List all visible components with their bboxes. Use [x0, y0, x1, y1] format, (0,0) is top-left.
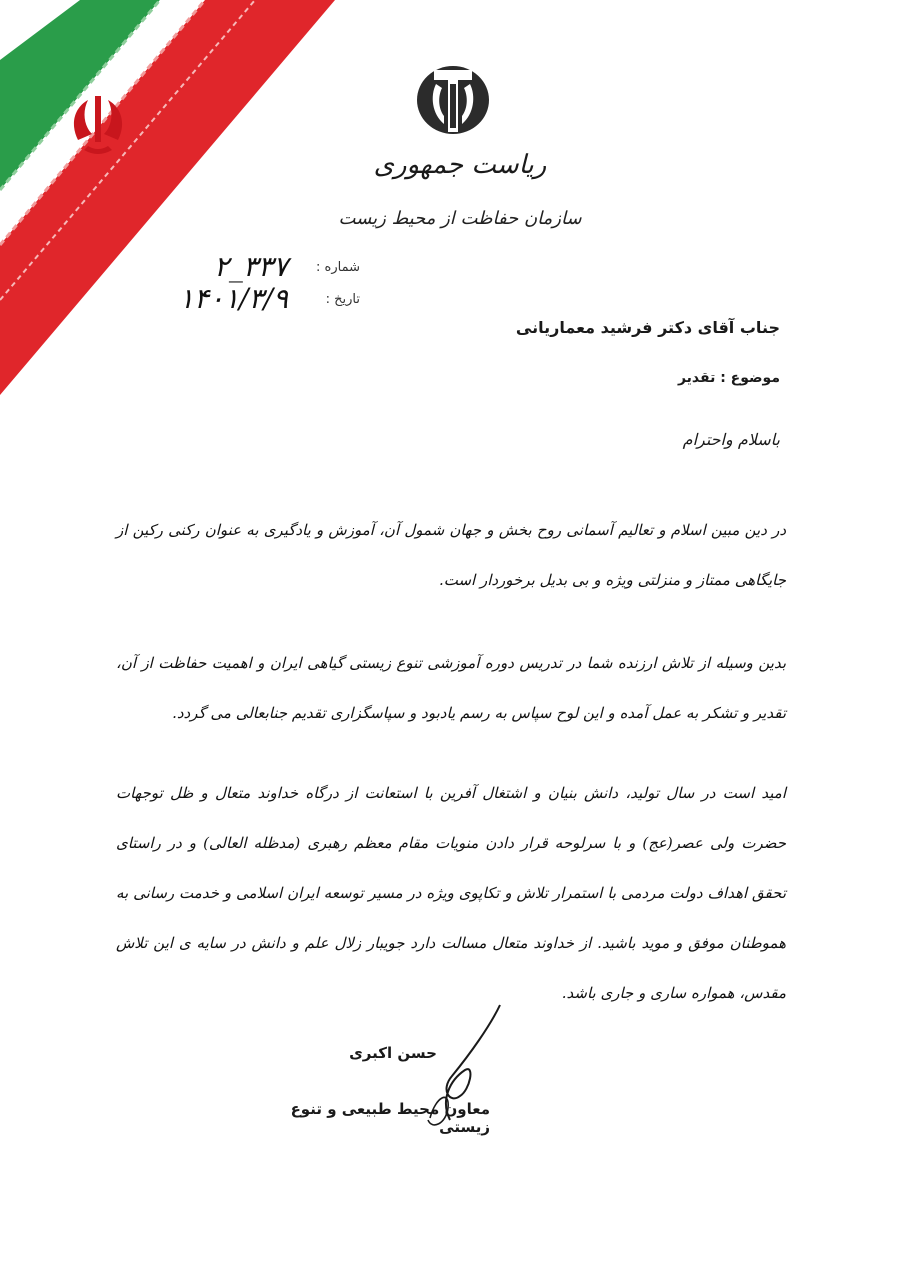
paragraph-1: در دین مبین اسلام و تعالیم آسمانی روح بخش و جهان شمول آن، آموزش و یادگیری به عنوان رکنی رکین از جایگاهی ممتاز و منزلتی ویژه و بی بدیل برخوردار است. [116, 521, 786, 589]
letter-number-row [150, 250, 360, 286]
environment-organization-logo-icon [412, 62, 494, 138]
signer-name: حسن اکبری [349, 1044, 437, 1062]
letter-date-row [150, 282, 360, 318]
number-value: ۳۳۷_۲ [213, 250, 288, 283]
header-organization: سازمان حفاظت از محیط زیست [338, 208, 582, 229]
signature-block [240, 1000, 540, 1140]
date-value: ۱۴۰۱/۳/۹ [178, 282, 288, 315]
greeting: باسلام واحترام [682, 430, 780, 449]
number-label: شماره : [316, 260, 360, 275]
flag-ribbon [0, 0, 380, 400]
header-title: ریاست جمهوری [373, 150, 547, 180]
paragraph-2: بدین وسیله از تلاش ارزنده شما در تدریس دوره آموزشی تنوع زیستی گیاهی ایران و اهمیت حفاظت از آن، تقدیر و تشکر به عمل آمده و این لوح سپاس به رسم یادبود و سپاسگزاری تقدیم جنابعالی می گردد. [116, 654, 786, 722]
recipient: جناب آقای دکتر فرشید معماریانی [515, 318, 780, 337]
signer-title: معاون محیط طبیعی و تنوع زیستی [290, 1100, 490, 1136]
date-label: تاریخ : [325, 292, 360, 307]
subject: موضوع : تقدیر [677, 370, 780, 386]
paragraph-3: امید است در سال تولید، دانش بنیان و اشتغال آفرین با استعانت از درگاه خداوند متعال و ظل توجهات حضرت ولی عصر(عج) و با سرلوحه قرار دادن منویات مقام معظم رهبری (مدظله العالی) و در راستای تحقق اهداف دولت مردمی با استمرار تلاش و تکاپوی ویژه در مسیر توسعه ایران اسلامی و خدمت رسانی به هموطنان موفق و موید باشید. از خداوند متعال مسالت دارد جویبار زلال علم و دانش در سایه ی این تلاش مقدس، همواره ساری و جاری باشد. [116, 784, 786, 1002]
